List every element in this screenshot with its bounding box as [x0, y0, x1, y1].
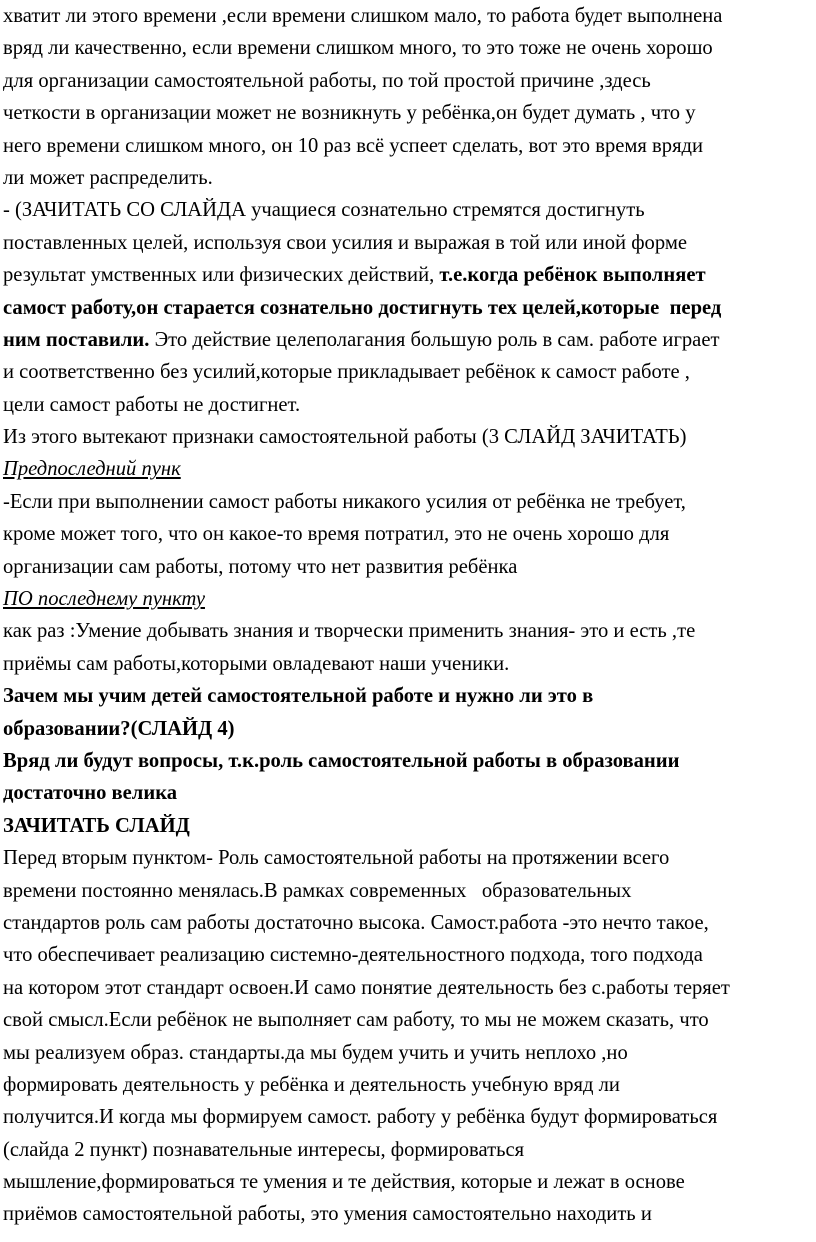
bold-text-line: Вряд ли будут вопросы, т.к.роль самостоятельной работы в образовании: [3, 749, 680, 772]
text-line: свой смысл.Если ребёнок не выполняет сам работу, то мы не можем сказать, что: [3, 1009, 709, 1032]
document-text: [3, 0, 815, 1231]
text-segment: Это действие целеполагания большую роль в сам. работе играет: [149, 328, 720, 351]
text-line: мы реализуем образ. стандарты.да мы будем учить и учить неплохо ,но: [3, 1041, 628, 1064]
subheading-line: [3, 583, 815, 615]
text-line: времени постоянно менялась.В рамках современных образовательных: [3, 879, 632, 902]
bold-text-line: Зачем мы учим детей самостоятельной работе и нужно ли это в: [3, 685, 594, 708]
text-line: стандартов роль сам работы достаточно высока. Самост.работа -это нечто такое,: [3, 911, 709, 934]
text-line-mixed: [3, 324, 815, 356]
text-line: цели самост работы не достигнет.: [3, 393, 301, 416]
text-segment: результат умственных или физических действий,: [3, 264, 440, 287]
text-line: приёмы сам работы,которыми овладевают наши ученики.: [3, 652, 510, 675]
text-line: на котором этот стандарт освоен.И само понятие деятельность без с.работы теряет: [3, 976, 730, 999]
text-line: формировать деятельность у ребёнка и деятельность учебную вряд ли: [3, 1073, 620, 1096]
text-line: Перед вторым пунктом- Роль самостоятельной работы на протяжении всего: [3, 847, 670, 870]
bold-text-segment: ним поставили.: [3, 328, 150, 351]
text-line: организации сам работы, потому что нет развития ребёнка: [3, 555, 518, 578]
text-line: кроме может того, что он какое-то время потратил, это не очень хорошо для: [3, 523, 670, 546]
text-line: как раз :Умение добывать знания и творчески применить знания- это и есть ,те: [3, 620, 696, 643]
text-line: - (ЗАЧИТАТЬ СО СЛАЙДА учащиеся сознательно стремятся достигнуть: [3, 199, 645, 222]
text-line: получится.И когда мы формируем самост. работу у ребёнка будут формироваться: [3, 1106, 718, 1129]
text-line-mixed: [3, 259, 815, 291]
text-line: него времени слишком много, он 10 раз всё успеет сделать, вот это время вряди: [3, 134, 704, 157]
bold-text-line: ЗАЧИТАТЬ СЛАЙД: [3, 814, 190, 837]
text-line: мышление,формироваться те умения и те действия, которые и лежат в основе: [3, 1171, 685, 1194]
bold-text-line: самост работу,он старается сознательно достигнуть тех целей,которые перед: [3, 296, 722, 319]
text-line: четкости в организации может не возникнуть у ребёнка,он будет думать , что у: [3, 102, 696, 125]
bold-text-line: образовании?(СЛАЙД 4): [3, 717, 235, 740]
bold-text-segment: т.е.когда ребёнок выполняет: [439, 264, 706, 287]
text-line: -Если при выполнении самост работы никакого усилия от ребёнка не требует,: [3, 490, 686, 513]
text-line: (слайда 2 пункт) познавательные интересы, формироваться: [3, 1138, 525, 1161]
italic-underlined-subheading: ПО последнему пункту: [3, 588, 205, 611]
text-line: Из этого вытекают признаки самостоятельной работы (3 СЛАЙД ЗАЧИТАТЬ): [3, 426, 687, 449]
text-line: ли может распределить.: [3, 166, 213, 189]
text-line: для организации самостоятельной работы, по той простой причине ,здесь: [3, 69, 651, 92]
text-line: что обеспечивает реализацию системно-деятельностного подхода, того подхода: [3, 944, 703, 967]
subheading-line: [3, 453, 815, 485]
text-line: хватит ли этого времени ,если времени слишком мало, то работа будет выполнена: [3, 5, 723, 27]
text-line: и соответственно без усилий,которые прикладывает ребёнок к самост работе ,: [3, 361, 690, 384]
text-line: приёмов самостоятельной работы, это умения самостоятельно находить и: [3, 1203, 652, 1226]
italic-underlined-subheading: Предпоследний пунк: [3, 458, 181, 481]
text-line: вряд ли качественно, если времени слишком много, то это тоже не очень хорошо: [3, 37, 713, 60]
text-line: поставленных целей, используя свои усилия и выражая в той или иной форме: [3, 231, 687, 254]
bold-text-line: достаточно велика: [3, 782, 178, 805]
